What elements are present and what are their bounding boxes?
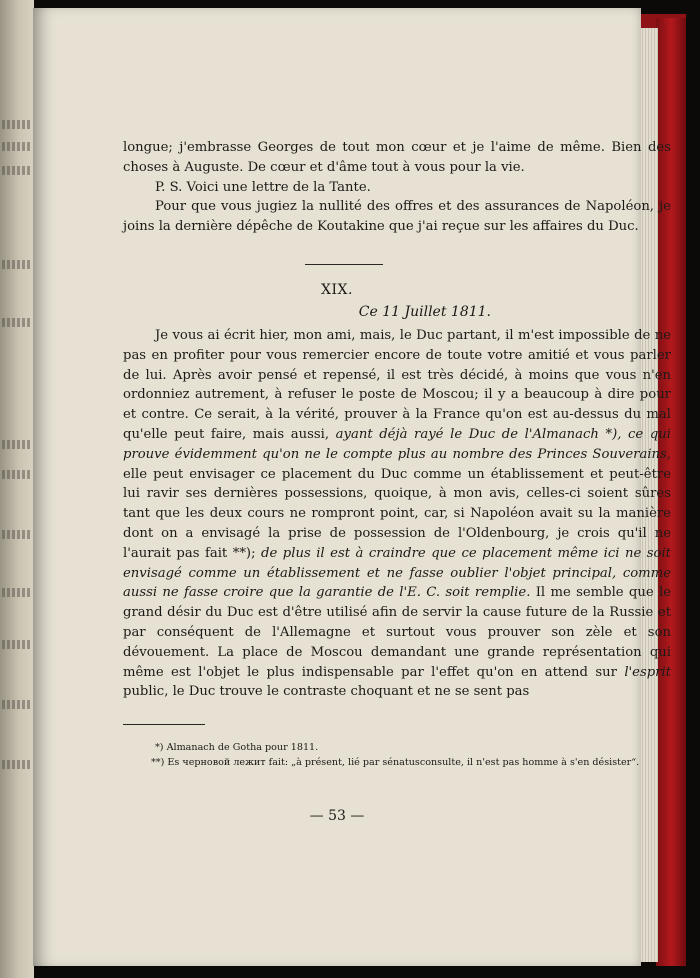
body-text: Il me semble que le grand désir du Duc est d'être utilisé afin de servir la cause future de la Russie et par conséquent de l'Allemagne et surtout vous prouver son zèle et son dévouement. La place de Moscou demandant une grande représentation qui même est l'objet le plus indispensable par l'effet qu'on en attend sur <box>123 585 671 680</box>
paragraph-postscript: P. S. Voici une lettre de la Tante. <box>155 179 371 195</box>
section-divider <box>305 264 383 265</box>
book-page <box>33 8 671 966</box>
paragraph-napoleon: Pour que vous jugiez la nullité des offres et des assurances de Napoléon, je joins la dernière dépêche de Koutakine que j'ai reçue sur les affaires du Duc. <box>123 199 671 235</box>
page-number: — 53 — <box>309 808 365 824</box>
footnote-1: *) Almanach de Gotha pour 1811. <box>155 742 319 753</box>
footnote-2: **) Es черновой лежит fait: „à présent, lié par sénatusconsulte, il n'est pas homme à s'en désister“. <box>151 757 640 768</box>
body-text: Je vous ai écrit hier, mon ami, mais, le Duc partant, il m'est impossible de ne pas en profiter pour vous remercier encore de toute votre amitié et vous parler de lui. Après avoir pensé et repensé, il est très décidé, à moins que vous n'en ordonniez autrement, à refuser le poste de Moscou; il y a beaucoup à dire pour et contre. Ce serait, à la vérité, prouver à la France qu'on est au-dessus du mal qu'elle peut faire, mais aussi, <box>123 328 671 442</box>
letter-body <box>123 326 671 702</box>
body-italic-text: ayant déjà rayé le Duc de l'Almanach *), ce qui prouve évidemment qu'on ne le compte plus au nombre des Princes Souverains, <box>123 426 671 462</box>
body-text: elle peut envisager ce placement du Duc comme un établissement et peut-être lui ravir ses dernières possessions, quoique, à mon avis, celles-ci soient sûres tant que les deux cours ne rompront point, car, si Napoléon avait su la manière dont on a envisagé la prise de possession de l'Oldenbourg, je crois qu'il ne l'aurait pas fait **); <box>123 466 671 561</box>
letter-dateline: Ce 11 Juillet 1811. <box>358 304 491 320</box>
top-text-block <box>123 138 671 237</box>
body-italic-text: l'esprit <box>624 664 671 680</box>
body-italic-text: de plus il est à craindre que ce placement même ici ne soit envisagé comme un établissement et ne fasse oublier l'objet principal, comme aussi ne fasse croire que la garantie de l'E. C. soit remplie. <box>123 545 671 601</box>
chapter-heading: XIX. <box>321 282 353 298</box>
facing-page-edge <box>0 0 34 978</box>
paragraph-closing: longue; j'embrasse Georges de tout mon cœur et je l'aime de même. Bien des choses à Auguste. De cœur et d'âme tout à vous pour la vie. <box>123 140 671 175</box>
letter-paragraph <box>123 326 671 702</box>
footnote-divider <box>123 724 205 725</box>
body-text: public, le Duc trouve le contraste choquant et ne se sent pas <box>123 684 530 700</box>
footnotes <box>123 740 671 770</box>
